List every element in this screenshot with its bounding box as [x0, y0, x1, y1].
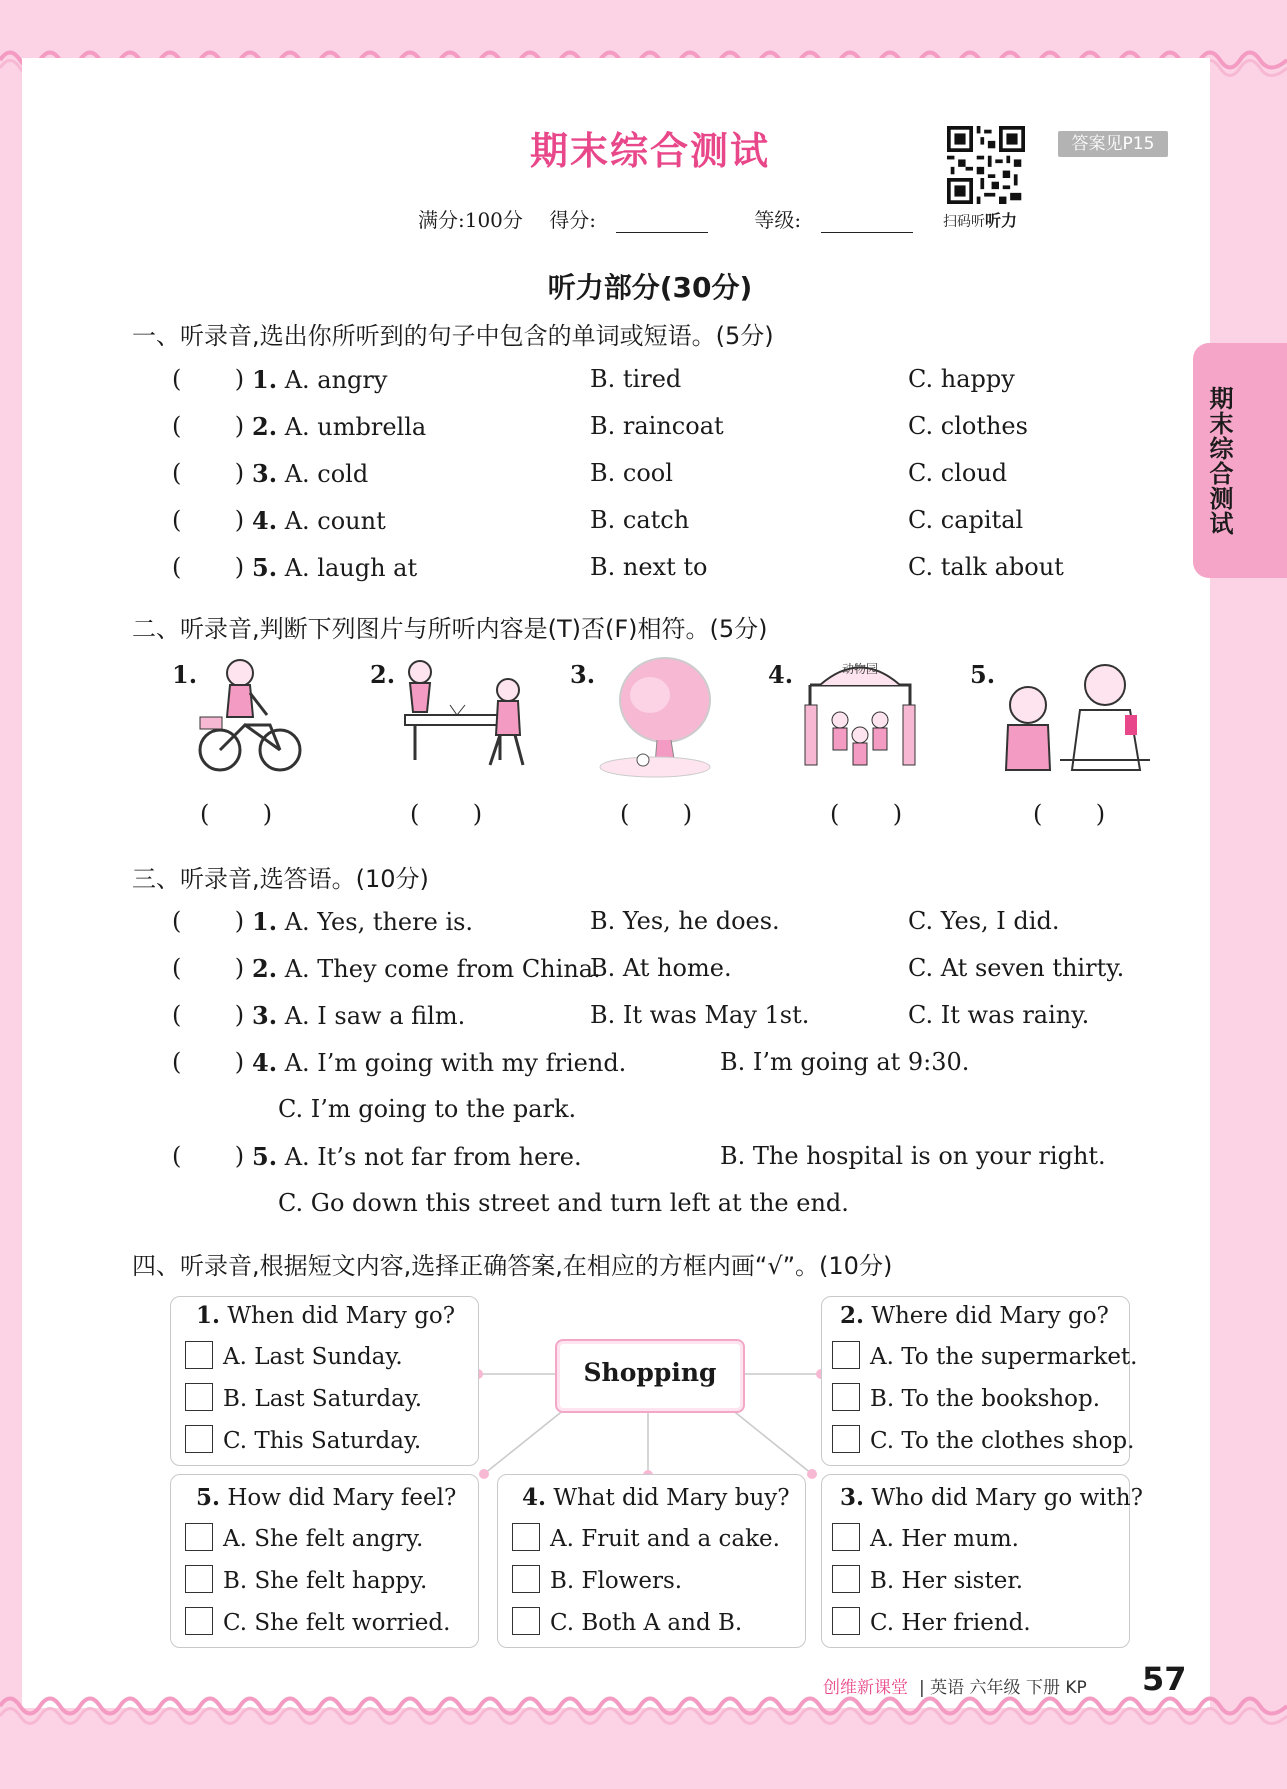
shopping-center-label: Shopping	[583, 1358, 717, 1387]
page-title: 期末综合测试	[529, 129, 770, 173]
s1-q5-option-b: B. next to	[590, 553, 708, 581]
checkbox[interactable]	[185, 1523, 213, 1551]
s3-q2-option-a: 2. A. They come from China.	[252, 954, 601, 983]
section-3-title: 三、听录音,选答语。(10分)	[132, 865, 429, 893]
s1-q3-option-a: 3. A. cold	[252, 459, 369, 488]
s3-q2-option-c: C. At seven thirty.	[908, 954, 1125, 982]
q3-question: 3. Who did Mary go with?	[840, 1484, 1143, 1511]
q3-option-a[interactable]: A. Her mum.	[832, 1526, 1019, 1554]
s1-q4-option-c: C. capital	[908, 506, 1024, 534]
s1-q1-option-b: B. tired	[590, 365, 682, 393]
picture-label-2: 2.	[370, 660, 396, 689]
q5-option-c[interactable]: C. She felt worried.	[185, 1610, 450, 1638]
answer-paren[interactable]: ( )	[172, 459, 245, 487]
q4-option-b[interactable]: B. Flowers.	[512, 1568, 682, 1596]
answer-paren[interactable]: ( )	[172, 1001, 245, 1029]
q2-option-a[interactable]: A. To the supermarket.	[832, 1344, 1138, 1372]
q5-question: 5. How did Mary feel?	[196, 1484, 457, 1511]
s1-q4-option-b: B. catch	[590, 506, 690, 534]
q1-option-a[interactable]: A. Last Sunday.	[185, 1344, 403, 1372]
picture-answer-paren-5[interactable]: ( )	[1033, 800, 1106, 828]
s3-q2-option-b: B. At home.	[590, 954, 732, 982]
checkbox[interactable]	[185, 1383, 213, 1411]
checkbox[interactable]	[832, 1523, 860, 1551]
checkbox[interactable]	[832, 1341, 860, 1369]
zoo-sign-text: 动物园	[841, 662, 879, 676]
s1-q2-option-c: C. clothes	[908, 412, 1028, 440]
answer-paren[interactable]: ( )	[172, 1048, 245, 1076]
s3-q5-option-a: 5. A. It’s not far from here.	[252, 1142, 582, 1171]
picture-label-4: 4.	[768, 660, 794, 689]
answer-paren[interactable]: ( )	[172, 553, 245, 581]
answer-paren[interactable]: ( )	[172, 412, 245, 440]
q4-option-c[interactable]: C. Both A and B.	[512, 1610, 742, 1638]
page-number: 57	[1142, 1660, 1187, 1698]
answer-paren[interactable]: ( )	[172, 365, 245, 393]
checkbox[interactable]	[185, 1607, 213, 1635]
s1-q5-option-a: 5. A. laugh at	[252, 553, 418, 582]
s3-q1-option-b: B. Yes, he does.	[590, 907, 780, 935]
picture-answer-paren-4[interactable]: ( )	[830, 800, 903, 828]
answer-paren[interactable]: ( )	[172, 907, 245, 935]
s1-q1-option-a: 1. A. angry	[252, 365, 388, 394]
q1-option-b[interactable]: B. Last Saturday.	[185, 1386, 422, 1414]
q2-option-c[interactable]: C. To the clothes shop.	[832, 1428, 1134, 1456]
q4-option-a[interactable]: A. Fruit and a cake.	[512, 1526, 780, 1554]
q1-question: 1. When did Mary go?	[196, 1302, 456, 1329]
qr-caption: 扫码听听力	[943, 211, 1018, 230]
s1-q4-option-a: 4. A. count	[252, 506, 386, 535]
checkbox[interactable]	[185, 1341, 213, 1369]
picture-label-1: 1.	[172, 660, 198, 689]
s1-q5-option-c: C. talk about	[908, 553, 1064, 581]
q5-option-a[interactable]: A. She felt angry.	[185, 1526, 423, 1554]
full-score-label: 满分:100分	[418, 208, 523, 232]
q2-option-b[interactable]: B. To the bookshop.	[832, 1386, 1100, 1414]
s3-q4-option-b: B. I’m going at 9:30.	[720, 1048, 970, 1076]
footer-book-info: | 英语 六年级 下册 KP	[919, 1678, 1087, 1698]
q1-option-c[interactable]: C. This Saturday.	[185, 1428, 421, 1456]
q2-question: 2. Where did Mary go?	[840, 1302, 1109, 1329]
s1-q3-option-c: C. cloud	[908, 459, 1008, 487]
checkbox[interactable]	[512, 1607, 540, 1635]
picture-answer-paren-1[interactable]: ( )	[200, 800, 273, 828]
footer-brand: 创维新课堂	[823, 1678, 908, 1698]
answer-page-badge: 答案见P15	[1058, 131, 1168, 157]
listening-part-title: 听力部分(30分)	[547, 271, 753, 304]
s1-q2-option-a: 2. A. umbrella	[252, 412, 427, 441]
q4-question: 4. What did Mary buy?	[522, 1484, 790, 1511]
s3-q1-option-a: 1. A. Yes, there is.	[252, 907, 474, 936]
score-label: 得分:	[549, 208, 728, 232]
checkbox[interactable]	[832, 1607, 860, 1635]
grade-label: 等级:	[754, 208, 933, 232]
q5-option-b[interactable]: B. She felt happy.	[185, 1568, 427, 1596]
answer-paren[interactable]: ( )	[172, 1142, 245, 1170]
q3-option-c[interactable]: C. Her friend.	[832, 1610, 1031, 1638]
picture-label-5: 5.	[970, 660, 996, 689]
section-2-title: 二、听录音,判断下列图片与所听内容是(T)否(F)相符。(5分)	[132, 615, 768, 643]
checkbox[interactable]	[832, 1425, 860, 1453]
s3-q5-option-b: B. The hospital is on your right.	[720, 1142, 1106, 1170]
checkbox[interactable]	[832, 1383, 860, 1411]
section-4-title: 四、听录音,根据短文内容,选择正确答案,在相应的方框内画“√”。(10分)	[132, 1252, 893, 1280]
answer-paren[interactable]: ( )	[172, 954, 245, 982]
s3-q4-option-a: 4. A. I’m going with my friend.	[252, 1048, 627, 1077]
s1-q3-option-b: B. cool	[590, 459, 673, 487]
s1-q1-option-c: C. happy	[908, 365, 1015, 393]
s3-q3-option-c: C. It was rainy.	[908, 1001, 1090, 1029]
q3-option-b[interactable]: B. Her sister.	[832, 1568, 1023, 1596]
s3-q3-option-b: B. It was May 1st.	[590, 1001, 810, 1029]
s3-q5-option-c: C. Go down this street and turn left at the end.	[278, 1189, 849, 1217]
s3-q1-option-c: C. Yes, I did.	[908, 907, 1060, 935]
s3-q4-option-c: C. I’m going to the park.	[278, 1095, 577, 1123]
checkbox[interactable]	[185, 1425, 213, 1453]
checkbox[interactable]	[832, 1565, 860, 1593]
picture-answer-paren-3[interactable]: ( )	[620, 800, 693, 828]
side-tab-label: 期末综合测试	[1205, 386, 1233, 536]
checkbox[interactable]	[512, 1565, 540, 1593]
checkbox[interactable]	[185, 1565, 213, 1593]
answer-paren[interactable]: ( )	[172, 506, 245, 534]
s1-q2-option-b: B. raincoat	[590, 412, 724, 440]
checkbox[interactable]	[512, 1523, 540, 1551]
picture-label-3: 3.	[570, 660, 596, 689]
section-1-title: 一、听录音,选出你所听到的句子中包含的单词或短语。(5分)	[132, 322, 774, 350]
s3-q3-option-a: 3. A. I saw a film.	[252, 1001, 466, 1030]
picture-answer-paren-2[interactable]: ( )	[410, 800, 483, 828]
